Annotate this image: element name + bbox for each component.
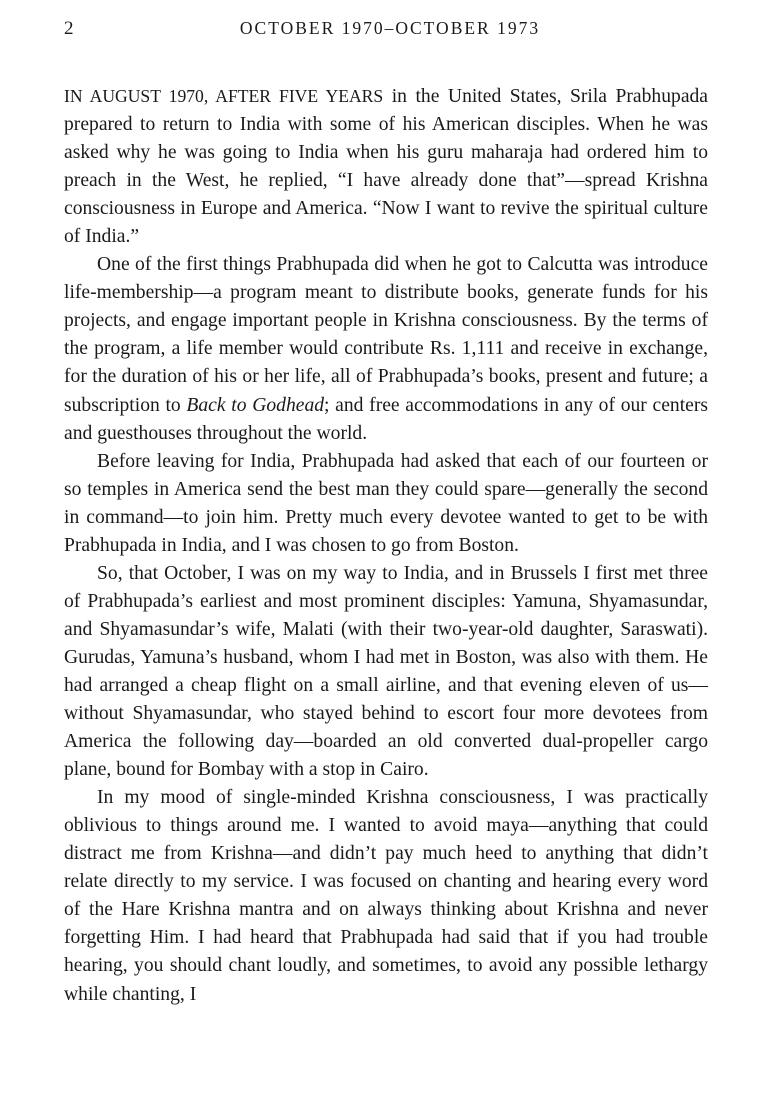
paragraph-2-text-after: ; and free accommodations in any of our centers and guesthouses throughout the world. — [64, 394, 708, 444]
paragraph-5: In my mood of single-minded Krishna consciousness, I was practically oblivious to things around me. I wanted to avoid maya—anything that could distract me from Krishna—and didn’t pay much heed to anything that didn’t relate directly to my service. I was focused on chanting and hearing every word of the Hare Krishna mantra and on always thinking about Krishna and never forgetting Him. I had heard that Prabhupada had said that if you had trouble hearing, you should chant loudly, and sometimes, to avoid any possible lethargy while chanting, I — [64, 787, 708, 1005]
paragraph-2-text-before: One of the first things Prabhupada did when he got to Calcutta was introduce life-membership—a program meant to distribute books, generate funds for his projects, and engage important people in Krishna consciousness. By the terms of the program, a life member would contribute Rs. 1,111 and receive in exchange, for the duration of his or her life, all of Prabhupada’s books, present and future; a subscription to — [64, 254, 708, 416]
paragraph-1-text: in the United States, Srila Prabhupada prepared to return to India with some of his American disciples. When he was asked why he was going to India when his guru maharaja had ordered him to preach in the West, he replied, “I have already done that”—spread Krishna consciousness in Europe and America. “Now I want to revive the spiritual culture of India.” — [64, 86, 709, 248]
publication-title: Back to Godhead — [186, 394, 325, 416]
paragraph-2 — [64, 251, 708, 447]
body-text — [64, 82, 708, 1009]
page-header — [64, 18, 716, 42]
paragraph-1 — [64, 82, 708, 251]
page-number: 2 — [64, 18, 74, 39]
opening-small-caps: IN AUGUST 1970, AFTER FIVE YEARS — [64, 86, 384, 106]
paragraph-4: So, that October, I was on my way to India, and in Brussels I first met three of Prabhupada’s earliest and most prominent disciples: Yamuna, Shyamasundar, and Shyamasundar’s wife, Malati (with their two-year-old daughter, Saraswati). Gurudas, Yamuna’s husband, whom I had met in Boston, was also with them. He had arranged a cheap flight on a small airline, and that evening eleven of us—without Shyamasundar, who stayed behind to escort four more devotees from America the following day—boarded an old converted dual-propeller cargo plane, bound for Bombay with a stop in Cairo. — [64, 562, 708, 781]
paragraph-3: Before leaving for India, Prabhupada had asked that each of our fourteen or so temples in America send the best man they could spare—generally the second in command—to join him. Pretty much every devotee wanted to get to be with Prabhupada in India, and I was chosen to go from Boston. — [64, 450, 708, 556]
running-head: OCTOBER 1970–OCTOBER 1973 — [239, 18, 541, 38]
